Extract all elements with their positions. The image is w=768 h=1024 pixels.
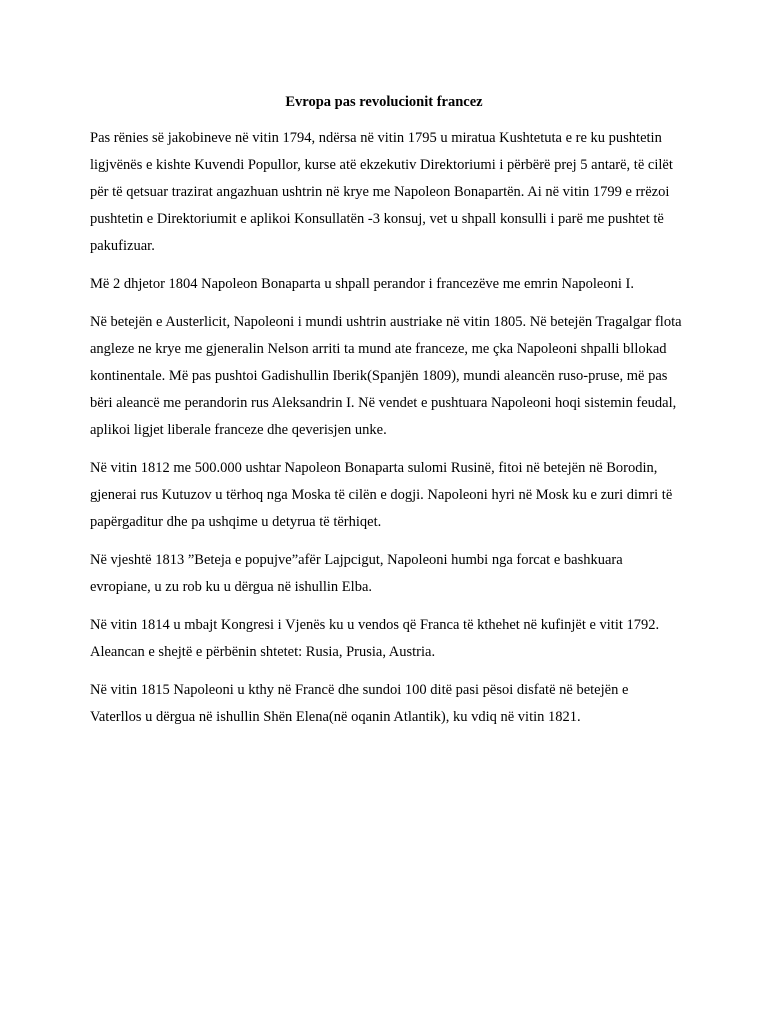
paragraph: Në vitin 1815 Napoleoni u kthy në Francë dhe sundoi 100 ditë pasi pësoi disfatë në betejën e Vaterllos u dërgua në ishullin Shën Elena(në oqanin Atlantik), ku vdiq në vitin 1821.: [90, 682, 629, 725]
document-title: Evropa pas revolucionit francez: [285, 94, 483, 110]
paragraph: Më 2 dhjetor 1804 Napoleon Bonaparta u shpall perandor i francezëve me emrin Napoleoni I.: [90, 276, 634, 292]
paragraph: Në vitin 1814 u mbajt Kongresi i Vjenës ku u vendos që Franca të kthehet në kufinjët e vitit 1792. Aleancan e shejtë e përbënin shtetet: Rusia, Prusia, Austria.: [90, 617, 660, 660]
paragraph: Në betejën e Austerlicit, Napoleoni i mundi ushtrin austriake në vitin 1805. Në betejën Tragalgar flota angleze ne krye me gjeneralin Nelson arriti ta mund ate franceze, me çka Napoleoni shpalli bllokad kontinentale. Më pas pushtoi Gadishullin Iberik(Spanjën 1809), mundi aleancën ruso-pruse, më pas bëri aleancë me perandorin rus Aleksandrin I. Në vendet e pushtuara Napoleoni hoqi sistemin feudal, aplikoi ligjet liberale franceze dhe qeverisjen unke.: [90, 314, 682, 438]
document-body: [90, 125, 682, 742]
paragraph: Në vjeshtë 1813 ”Beteja e popujve”afër Lajpcigut, Napoleoni humbi nga forcat e bashkuara evropiane, u zu rob ku u dërgua në ishullin Elba.: [90, 552, 623, 595]
paragraph: Në vitin 1812 me 500.000 ushtar Napoleon Bonaparta sulomi Rusinë, fitoi në betejën në Borodin, gjenerai rus Kutuzov u tërhoq nga Moska të cilën e dogji. Napoleoni hyri në Mosk ku e zuri dimri të papërgaditur dhe pa ushqime u detyrua të tërhiqet.: [90, 460, 673, 530]
paragraph: Pas rënies së jakobineve në vitin 1794, ndërsa në vitin 1795 u miratua Kushtetuta e re ku pushtetin ligjvënës e kishte Kuvendi Popullor, kurse atë ekzekutiv Direktoriumi i përbërë prej 5 antarë, të cilët për të qetsuar trazirat angazhuan ushtrin në krye me Napoleon Bonapartën. Ai në vitin 1799 e rrëzoi pushtetin e Direktoriumit e aplikoi Konsullatën -3 konsuj, vet u shpall konsulli i parë me pushtet të pakufizuar.: [90, 130, 673, 254]
